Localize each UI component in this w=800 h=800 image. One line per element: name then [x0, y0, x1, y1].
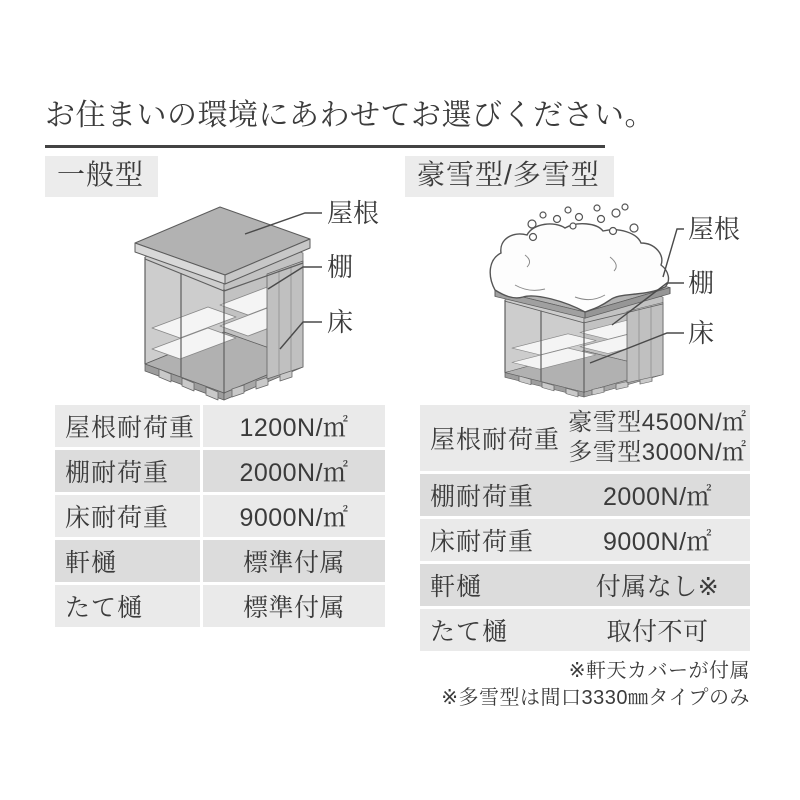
- spec-row: [55, 495, 385, 537]
- figure-label-floor: 床: [688, 318, 715, 348]
- spec-label: 屋根耐荷重: [430, 426, 561, 454]
- spec-value-line: 多雪型3000N/㎡: [568, 439, 747, 466]
- spec-value: 2000N/㎡: [602, 483, 713, 511]
- spec-value: 付属なし※: [595, 573, 720, 601]
- spec-row: [420, 609, 750, 651]
- spec-value: 9000N/㎡: [203, 495, 385, 537]
- general-spec-table: [55, 405, 385, 627]
- spec-row: [420, 564, 750, 606]
- snow-shed-figure: [405, 197, 745, 403]
- figure-label-shelf: 棚: [688, 268, 715, 298]
- section-heading-general: 一般型: [45, 156, 158, 197]
- spec-row: [55, 450, 385, 492]
- spec-value: 2000N/㎡: [203, 450, 385, 492]
- figure-label-floor: 床: [327, 307, 354, 337]
- footnote: ※多雪型は間口3330㎜タイプのみ: [441, 687, 750, 709]
- section-snow: [405, 156, 750, 712]
- footnotes: [420, 658, 750, 712]
- figure-label-roof: 屋根: [327, 198, 380, 228]
- spec-label: 床耐荷重: [430, 528, 535, 556]
- snow-spec-table: [420, 405, 750, 651]
- spec-value: 9000N/㎡: [602, 528, 713, 556]
- figure-label-roof: 屋根: [688, 214, 741, 244]
- spec-label: 棚耐荷重: [55, 450, 200, 492]
- spec-label: たて樋: [430, 618, 509, 646]
- spec-value: 1200N/㎡: [203, 405, 385, 447]
- page-title: お住まいの環境にあわせてお選びください。: [45, 90, 605, 148]
- section-general: [45, 156, 390, 630]
- spec-label: たて樋: [55, 585, 200, 627]
- spec-label: 棚耐荷重: [430, 483, 535, 511]
- spec-row: [420, 519, 750, 561]
- spec-row: [55, 540, 385, 582]
- spec-label: 軒樋: [430, 573, 483, 601]
- spec-value-line: 豪雪型4500N/㎡: [568, 409, 747, 436]
- spec-label: 屋根耐荷重: [55, 405, 200, 447]
- spec-label: 床耐荷重: [55, 495, 200, 537]
- spec-label: 軒樋: [55, 540, 200, 582]
- spec-value: 標準付属: [203, 585, 385, 627]
- spec-row: [420, 474, 750, 516]
- shed-front-right-wall: [627, 303, 663, 383]
- footnote: ※軒天カバーが付属: [568, 660, 750, 682]
- spec-row: [55, 405, 385, 447]
- spec-row: [420, 405, 750, 471]
- spec-row: [55, 585, 385, 627]
- spec-value: 標準付属: [203, 540, 385, 582]
- spec-value: 取付不可: [606, 618, 709, 646]
- section-heading-snow: 豪雪型/多雪型: [405, 156, 614, 197]
- spec-value: [565, 405, 750, 471]
- figure-label-shelf: 棚: [327, 252, 354, 282]
- shed-drawing: [135, 207, 310, 400]
- general-shed-figure: [45, 197, 385, 403]
